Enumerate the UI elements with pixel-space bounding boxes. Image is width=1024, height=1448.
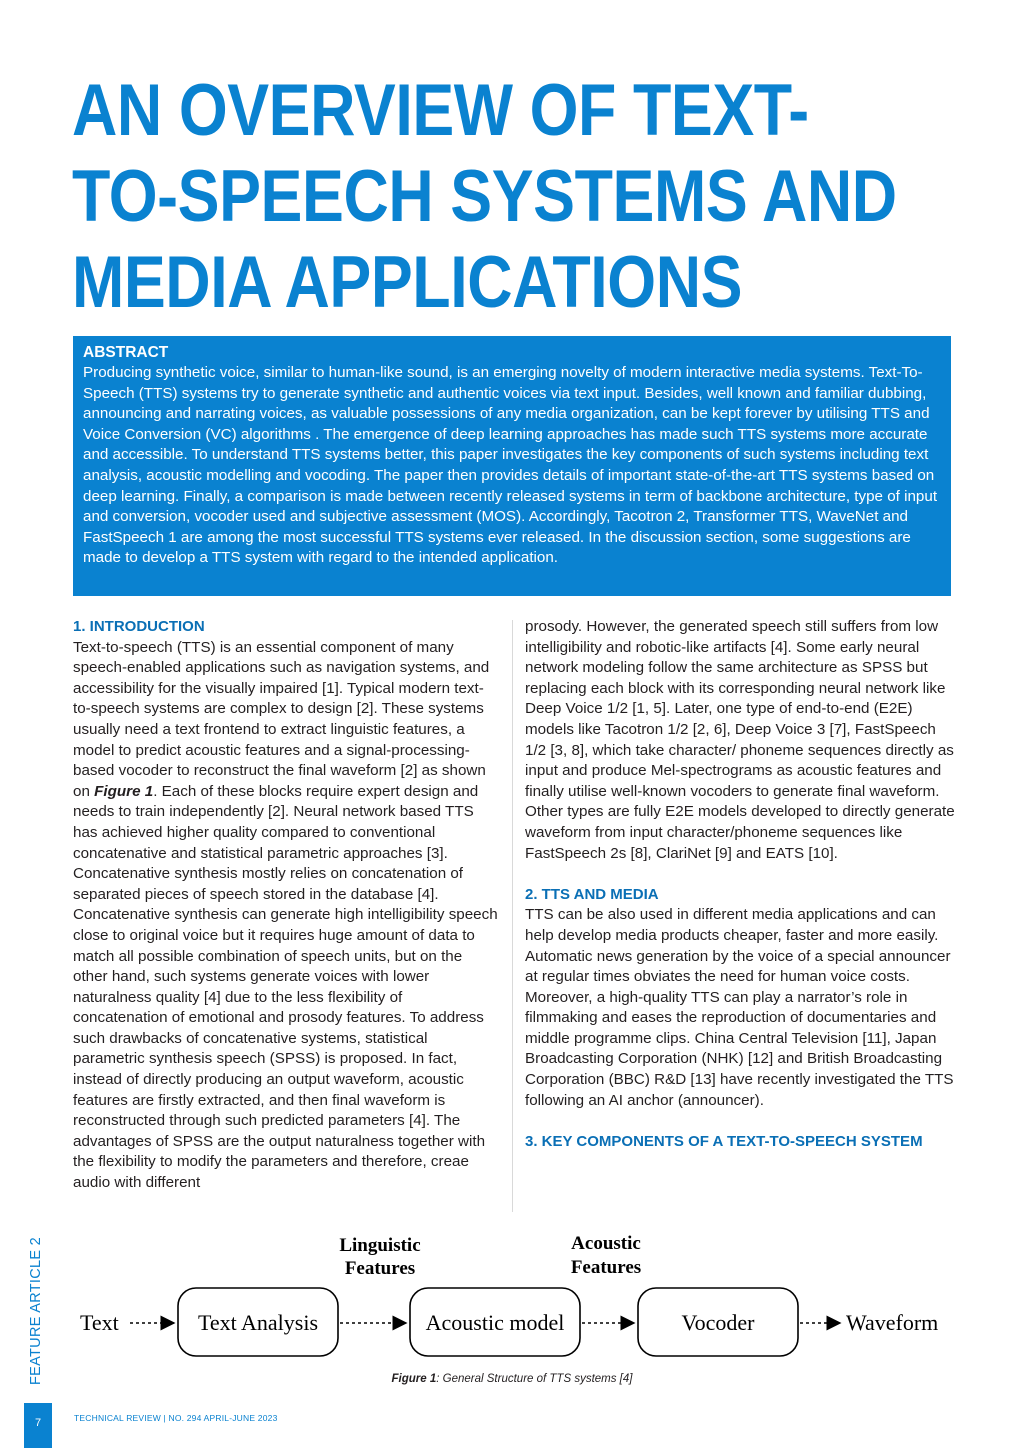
title-line: AN OVERVIEW OF TEXT- (72, 70, 809, 151)
key-components-heading: 3. KEY COMPONENTS OF A TEXT-TO-SPEECH SYSTEM (525, 1132, 923, 1150)
acoustic-label-1: Acoustic (571, 1233, 641, 1254)
title-line: MEDIA APPLICATIONS (72, 242, 743, 323)
node-text: Text (80, 1310, 119, 1335)
linguistic-label-1: Linguistic (339, 1235, 421, 1256)
acoustic-label-2: Features (570, 1257, 642, 1278)
title-line: TO-SPEECH SYSTEMS AND (72, 156, 897, 237)
node-acoustic-model: Acoustic model (425, 1310, 565, 1335)
footer-publication: TECHNICAL REVIEW | NO. 294 APRIL-JUNE 2023 (74, 1413, 278, 1423)
page-number-box (24, 1403, 52, 1448)
caption-figure-ref: Figure 1 (391, 1373, 437, 1385)
introduction-heading: 1. INTRODUCTION (73, 618, 205, 635)
section-side-label: FEATURE ARTICLE 2 (28, 1237, 44, 1385)
tts-structure-diagram (70, 1226, 970, 1366)
linguistic-label-2: Features (344, 1258, 416, 1279)
abstract-text: Producing synthetic voice, similar to human-like sound, is an emerging novelty of modern interactive media systems. Text-To-Speech (TTS) systems try to generate synthetic and authentic voices via text input. Besides, well known and familiar dubbing, announcing and narrating voices, as valuable possessions of any media organization, can be kept forever by utilising TTS and Voice Conversion (VC) algorithms . The emergence of deep learning approaches has made such TTS systems more accurate and accessible. To understand TTS systems better, this paper investigates the key components of such systems including text analysis, acoustic modelling and vocoding. The paper then provides details of important state-of-the-art TTS systems based on deep learning. Finally, a comparison is made between recently released systems in term of backbone architecture, type of input and conversion, vocoder used and subjective assessment (MOS). Accordingly, Tacotron 2, Transformer TTS, WaveNet and FastSpeech 1 are among the most successful TTS systems ever released. In the discussion section, some suggestions are made to develop a TTS system with regard to the intended application. (83, 364, 938, 567)
left-column (73, 617, 501, 1194)
caption-text: : General Structure of TTS systems [4] (436, 1373, 633, 1385)
introduction-continued: prosody. However, the generated speech still suffers from low intelligibility and robotic-like artifacts [4]. Some early neural network modeling follow the same architecture as SPSS but replacing each block with its corresponding neural network like Deep Voice 1/2 [1, 5]. Later, one type of end-to-end (E2E) models like Tacotron 1/2 [2, 6], Deep Voice 3 [7], FastSpeech 1/2 [3, 8], which take character/ phoneme sequences directly as input and produce Mel-spectrograms as acoustic features and finally utilise well-known vocoders to generate final waveform. Other types are fully E2E models developed to directly generate waveform from input character/phoneme sequences like FastSpeech 2s [8], ClariNet [9] and EATS [10]. (525, 618, 955, 862)
intro-text-part-1: Text-to-speech (TTS) is an essential component of many speech-enabled applications such as navigation systems, and accessibility for the visually impaired [1]. Typical modern text-to-speech systems are complex to design [2]. These systems usually need a text frontend to extract linguistic features, a model to predict acoustic features and a signal-processing-based vocoder to reconstruct the final waveform [2] as shown on (73, 638, 490, 800)
column-divider (512, 620, 513, 1212)
node-waveform: Waveform (846, 1310, 939, 1335)
tts-media-heading: 2. TTS AND MEDIA (525, 885, 659, 903)
figure-caption (0, 1373, 1024, 1385)
tts-media-text: TTS can be also used in different media applications and can help develop media products cheaper, faster and more easily. Automatic news generation by the voice of a special announcer at regular times obviates the need for human voice costs. Moreover, a high-quality TTS can play a narrator’s role in filmmaking and eases the reproduction of documentaries and middle programme clips. China Central Television [11], Japan Broadcasting Corporation (NHK) [12] and British Broadcasting Corporation (BBC) R&D [13] have recently investigated the TTS following an AI anchor (announcer). (525, 906, 954, 1109)
abstract-box (73, 336, 951, 596)
node-text-analysis: Text Analysis (197, 1310, 319, 1335)
node-vocoder: Vocoder (681, 1310, 755, 1335)
introduction-text (73, 638, 501, 1194)
page-number: 7 (34, 1417, 42, 1429)
article-title (72, 68, 897, 326)
right-column (525, 617, 955, 1152)
abstract-heading: ABSTRACT (83, 344, 169, 361)
intro-text-part-2: . Each of these blocks require expert design and needs to train independently [2]. Neural network based TTS has achieved higher quality compared to conventional concatenative and statistical parametric approaches [3]. Concatenative synthesis mostly relies on concatenation of separated pieces of speech stored in the database [4]. Concatenative synthesis can generate high intelligibility speech close to original voice but it requires huge amount of data to match all possible combination of speech units, but on the other hand, such systems generate voices with lower naturalness quality [4] due to the less flexibility of concatenation of emotional and prosody features. To address such drawbacks of concatenative systems, statistical parametric synthesis speech (SPSS) is proposed. In fact, instead of directly producing an output waveform, acoustic features are firstly extracted, and then final waveform is reconstructed through such predicted parameters [4]. The advantages of SPSS are the output naturalness together with the flexibility to modify the parameters and therefore, creae audio with different (73, 782, 498, 1192)
figure-reference: Figure 1 (94, 782, 154, 800)
